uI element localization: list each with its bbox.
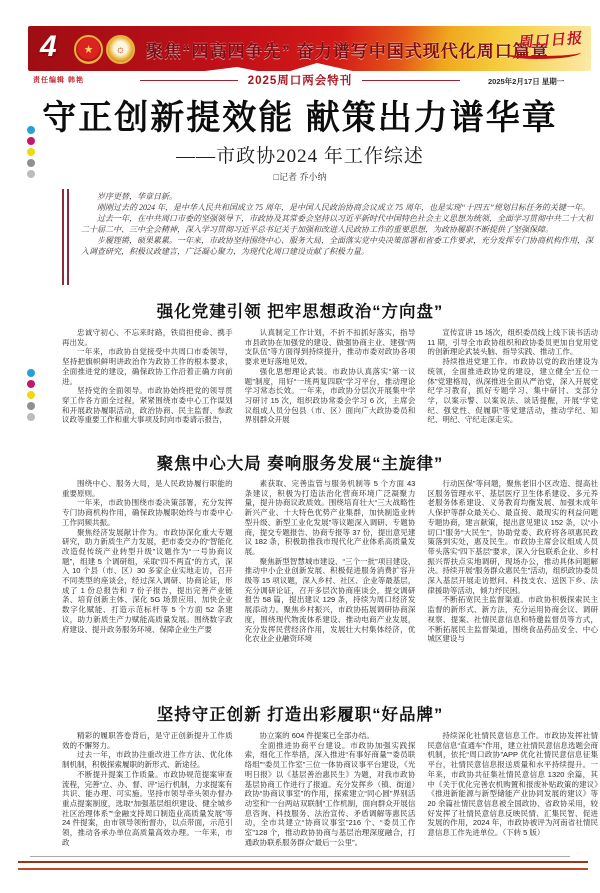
section-column: 精彩的履职答卷背后，是守正创新提升工作质效的不懈努力。 过去一年，市政协注重改进工作方法、优化体制机制，积极探索履职的新形式、新途径。 不断提升提案工作质量。市政协规范提案审查流程，完善“立、办、督、评”运行机制，力求提案有共识、能办理、可实施。坚持市领导牵头领办督办重点提案制度，选取“加强基层组织建设、健全城乡社区治理体系”“金融支持周口制造业高质量发展”等 24 件提案，由市领导领衔督办，以点带面，示范引领，推动各承办单位高质量高效办理。一年来，市政	[62, 731, 233, 847]
special-issue-title: 2025周口两会特刊	[247, 75, 353, 87]
registration-marks-icon	[27, 126, 36, 181]
national-emblem-icon: ★	[74, 35, 103, 64]
page-number: 4	[40, 30, 57, 63]
banner-title: 聚焦“四高四争先” 奋力谱写中国式现代化周口篇章	[146, 42, 549, 61]
section-column: 素获取、完善监管与服务机制等 5 个方面 43 条建议，积极为打造法治化营商环境广泛凝聚力量，提升协商议政质效。围绕培育壮大“三大战略性新兴产业、十大特色优势产业集群，加快制造业转型升级、新型工业化发展”等议题深入调研、专题协商，提交专题报告、协商专报等 37 份，提出意见建议 182 条，积极助推我市现代化产业体系高质量发展。 聚焦新型智慧城市建设、“三个一批”项目建设、推动中小企业创新发展、积极促进服务消费扩容升级等 15 项议题，深入乡村、社区、企业等最基层，充分调研论证，召开多层次协商座谈会，提交调研报告 58 篇，提出建议 129 条，持续为周口经济发展添动力。聚焦乡村振兴，市政协拓展调研协商深度，围绕现代物流体系建设、推动电商产业发展，充分发挥民营经济作用，发展壮大村集体经济，优化农业企业融资环境	[244, 479, 416, 644]
headline: 守正创新提效能 献策出力谱华章	[42, 99, 558, 137]
date-line: 2025年2月17日 星期一	[488, 77, 565, 86]
section-body-1	[62, 328, 598, 438]
subtitle: ——市政协2024 年工作综述	[176, 146, 424, 167]
intro-box: 岁序更替，华章日新。 刚刚过去的 2024 年，是中华人民共和国成立 75 周年，是中国人民政治协商会议成立 75 周年，也是实现“十四五”规划目标任务的关键一年。 过去一年，在中共周口市委的坚强领导下，市政协及其常委会坚持以习近平新时代中国特色社会主义思想为统领，全面学习贯彻中共二十大和二十届二中、三中全会精神，深入学习贯彻习近平总书记关于加强和改进人民政协工作的重要思想，为政协履职不断提供了坚强保障。 步履铿锵，硕果累累。一年来，市政协坚持围绕中心、服务大局，全面落实党中央决策部署和省委工作要求，充分发挥专门协商机构作用，深入调查研究，积极议政建言，广泛凝心聚力，为现代化周口建设贡献了积极力量。	[62, 189, 600, 285]
editor-credit: 责任编辑 韩艳	[33, 77, 84, 84]
byline: □记者 乔小纳	[273, 172, 327, 182]
section-column: 行动医保”等问题，聚焦老旧小区改造、提高社区服务管理水平、基层医疗卫生体系建设、多元养老服务体系建设、义务教育均衡发展、加强未成年人保护等群众最关心、最直接、最现实的利益问题专题协商，建言献策，提出意见建议 152 条，以“小切口”服务“大民生”，协助党委、政府将各项惠民政策落到实处，惠及民生。市政协主席会议组成人员带头落实“四下基层”要求，深入分包联系企业、乡村振兴帮扶点实地调研，现场办公，推动具体问题解决。持续开展“服务群众惠民生”活动，组织政协委员深入基层开展走访慰问、科技支农、送医下乡、法律援助等活动，倾力纾民困。 不断拓宽民主监督渠道。市政协积极探索民主监督的新形式、新方法，充分运用协商会议、调研视察、提案、社情民意信息和特邀监督员等方式，不断拓展民主监督渠道，围绕食品药品安全、中心城区建设与	[427, 479, 598, 644]
section-title-1: 强化党建引领 把牢思想政治“方向盘”	[156, 303, 444, 321]
section-column: 认真制定工作计划，不折不扣抓好落实，指导市县政协在加强党的建设、做强协商主业、建强“两支队伍”等方面得到持续提升，推动市委对政协各项要求更好落地见效。 强化思想理论武装。市政协认真落实“第一议题”制度，用好“一班两复四联”学习平台，推动理论学习常态长效。一年来，市政协分层次开展集中学习研讨 15 次，组织政协常委会学习 6 次，主席会议组成人员分包县（市、区）面向广大政协委员和界别群众开展	[244, 328, 416, 425]
bottom-red-rule	[18, 861, 588, 870]
masthead-logo: 周口日报	[517, 29, 585, 52]
section-column: 围绕中心、服务大局，是人民政协履行职能的重要原则。 一年来，市政协围绕市委决策部署，充分发挥专门协商机构作用，确保政协履职始终与市委中心工作同频共振。 聚焦经济发展献计作为。市政协深化重大专题研究，助力新质生产力发展，把市委交办的“智能化改造促传统产业转型升级”议题作为“一号协商议题”，组建 5 个调研组，采取“四不两直”的方式，深入 10 个县（市、区）30 多家企业实地走访，召开不同类型的座谈会，经过深入调研、协商论证，形成了 1 份总报告和 7 份子报告，提出完善产业链条、培育创新主体、深化 5G 场景应用、加快企业数字化赋能、打造示范标杆等 5 个方面 52 条建议，助力新质生产力赋能高质量发展。围绕数字政府建设、提升政务服务环境、保障企业生产要	[62, 479, 233, 634]
section-title-2: 聚焦中心大局 奏响服务发展“主旋律”	[156, 455, 444, 473]
banner-notch	[287, 63, 357, 72]
top-banner	[28, 26, 591, 71]
issue-rule-right	[362, 80, 460, 81]
section-column: 持续深化社情民意信息工作。市政协发挥社情民意信息“直通车”作用，建立社情民意信息选题会商机制，依托“周口政协”APP 优化社情民意信息征集平台，社情民意信息报送质量和水平持续提升。一年来，市政协共征集社情民意信息 1320 余篇，其中《关于优化完善农机购置和报废补贴政策的建议》《推进新能源与新型储能产业协同发展的建议》等 20 余篇社情民意信息被全国政协、省政协采用，较好发挥了社情民意信息反映民情、汇集民智、促进发展的作用，2024 年，市政协被评为河南省社情民意信息工作先进单位。（下转 5 版）	[427, 731, 598, 838]
section-column: 忠诚守初心、不忘来时路，铁肩担使命、携手再出发。 一年来，市政协自觉接受中共周口市委领导，坚持把旗帜鲜明讲政治作为政协工作的根本要求，全面推进党的建设，确保政协工作沿着正确方向前进。 坚持党的全面领导。市政协始终把党的领导贯穿工作各方面全过程，紧紧围绕市委中心工作谋划和开展政协履职活动，政治协商、民主监督、参政议政等重要工作和重大事项及时向市委请示报告，	[62, 328, 233, 425]
bottom-grey-rule	[30, 856, 570, 857]
section-column: 宣传宣讲 15 场次，组织委员线上线下读书活动 11 期，引导全市政协组织和政协委员更加自觉用党的创新理论武装头脑、指导实践、推动工作。 持续推进党建工作。市政协以党的政治建设为统领，全面推进政协党的建设，建立健全“五位一体”党建格局，纵深推进全面从严治党，深入开展党纪学习教育，抓好专题学习、集中研讨、支部分学，以案示警、以案说法、谈话提醒，开展“学党纪、强党性、促履职”等党建活动，推动学纪、知纪、明纪、守纪走深走实。	[427, 328, 598, 425]
section-title-3: 坚持守正创新 打造出彩履职“好品牌”	[156, 706, 444, 724]
masthead-swoosh-icon	[507, 48, 581, 59]
section-body-3	[62, 731, 598, 857]
issue-rule-left	[140, 80, 238, 81]
section-body-2	[62, 479, 598, 692]
section-column: 协立案的 604 件提案已全部办结。 全面推进协商平台建设。市政协加强实践探索，细化工作举措，深入推进“有事好商量”“委员联络组”“委员工作室”三位一体协商议事平台建设，《光明日报》以《基层善治惠民生》为题，对我市政协基层协商工作进行了报道。充分发挥乡（镇、街道）政协“协商议事室”的作用，探索建立“同心圆”界别活动室和“一台两站双联制”工作机制，面向群众开展信息咨询、科技服务、法治宣传、矛盾调解等惠民活动，全市共建立“协商议事室”216 个、“委员工作室”128 个，推动政协协商与基层治理深度融合，打通政协联系服务群众“最后一公里”。	[244, 731, 416, 847]
cppcc-emblem-icon: ☼	[106, 35, 135, 64]
registration-marks-icon	[27, 369, 36, 424]
